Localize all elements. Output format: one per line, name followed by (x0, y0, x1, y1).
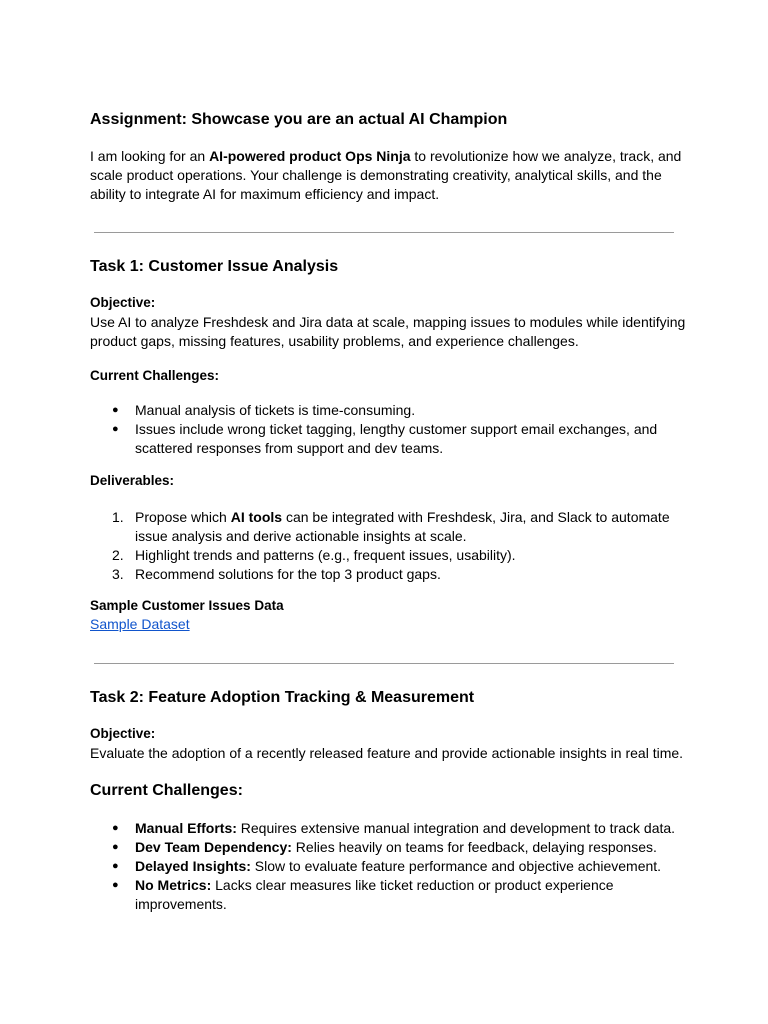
task2-challenges-list (90, 819, 690, 914)
intro-text-end: to revolutionize how we analyze, track, and scale product operations. Your challenge is demonstrating creativity, analytical skills, and the ability to integrate AI for maximum efficiency and impact. (90, 148, 682, 202)
task1-objective-text: Use AI to analyze Freshdesk and Jira data at scale, mapping issues to modules while identifying product gaps, missing features, usability problems, and experience challenges. (90, 314, 686, 349)
task1-deliverables-list (90, 508, 690, 584)
task2-objective-label: Objective: (90, 726, 156, 741)
list-item (90, 819, 690, 838)
challenge-text: Lacks clear measures like ticket reduction or product experience improvements. (135, 877, 614, 912)
assignment-title: Assignment: Showcase you are an actual AI Champion (90, 111, 508, 128)
divider (94, 232, 674, 233)
assignment-intro (90, 147, 690, 204)
task1-title: Task 1: Customer Issue Analysis (90, 258, 339, 275)
intro-bold-role: AI-powered product Ops Ninja (209, 148, 411, 164)
divider (94, 663, 674, 664)
deliverable-text: Propose which (135, 509, 231, 525)
list-item: ● Issues include wrong ticket tagging, lengthy customer support email exchanges, and scattered responses from support and dev teams. (90, 420, 690, 458)
list-item: Highlight trends and patterns (e.g., frequent issues, usability). (135, 547, 516, 563)
challenge-label: Dev Team Dependency: (135, 839, 292, 855)
task1-challenges-label: Current Challenges: (90, 368, 220, 383)
challenge-text: Relies heavily on teams for feedback, delaying responses. (291, 839, 657, 855)
task1-challenges-list (90, 401, 690, 458)
list-item (90, 857, 690, 876)
sample-data-label: Sample Customer Issues Data (90, 598, 284, 613)
task2-challenges-title: Current Challenges: (90, 782, 243, 799)
challenge-label: Manual Efforts: (135, 820, 237, 836)
list-item (90, 838, 690, 857)
task1-objective-label: Objective: (90, 295, 156, 310)
challenge-text: Requires extensive manual integration and development to track data. (236, 820, 676, 836)
challenge-label: Delayed Insights: (135, 858, 251, 874)
challenge-text: Slow to evaluate feature performance and objective achievement. (250, 858, 662, 874)
deliverable-bold: AI tools (230, 509, 283, 525)
list-item: ● Manual analysis of tickets is time-consuming. (90, 401, 690, 420)
intro-text-start: I am looking for an (90, 148, 210, 164)
task1-deliverables-label: Deliverables: (90, 473, 175, 488)
task2-title: Task 2: Feature Adoption Tracking & Measurement (90, 689, 475, 706)
deliverable-text: can be integrated with Freshdesk, Jira, and Slack to automate issue analysis and derive actionable insights at scale. (135, 509, 670, 544)
list-item: Recommend solutions for the top 3 product gaps. (135, 566, 441, 582)
task2-objective-text: Evaluate the adoption of a recently released feature and provide actionable insights in real time. (90, 745, 684, 761)
list-item (90, 508, 690, 546)
list-item (90, 876, 690, 914)
challenge-label: No Metrics: (135, 877, 212, 893)
sample-dataset-link[interactable]: Sample Dataset (90, 616, 190, 632)
